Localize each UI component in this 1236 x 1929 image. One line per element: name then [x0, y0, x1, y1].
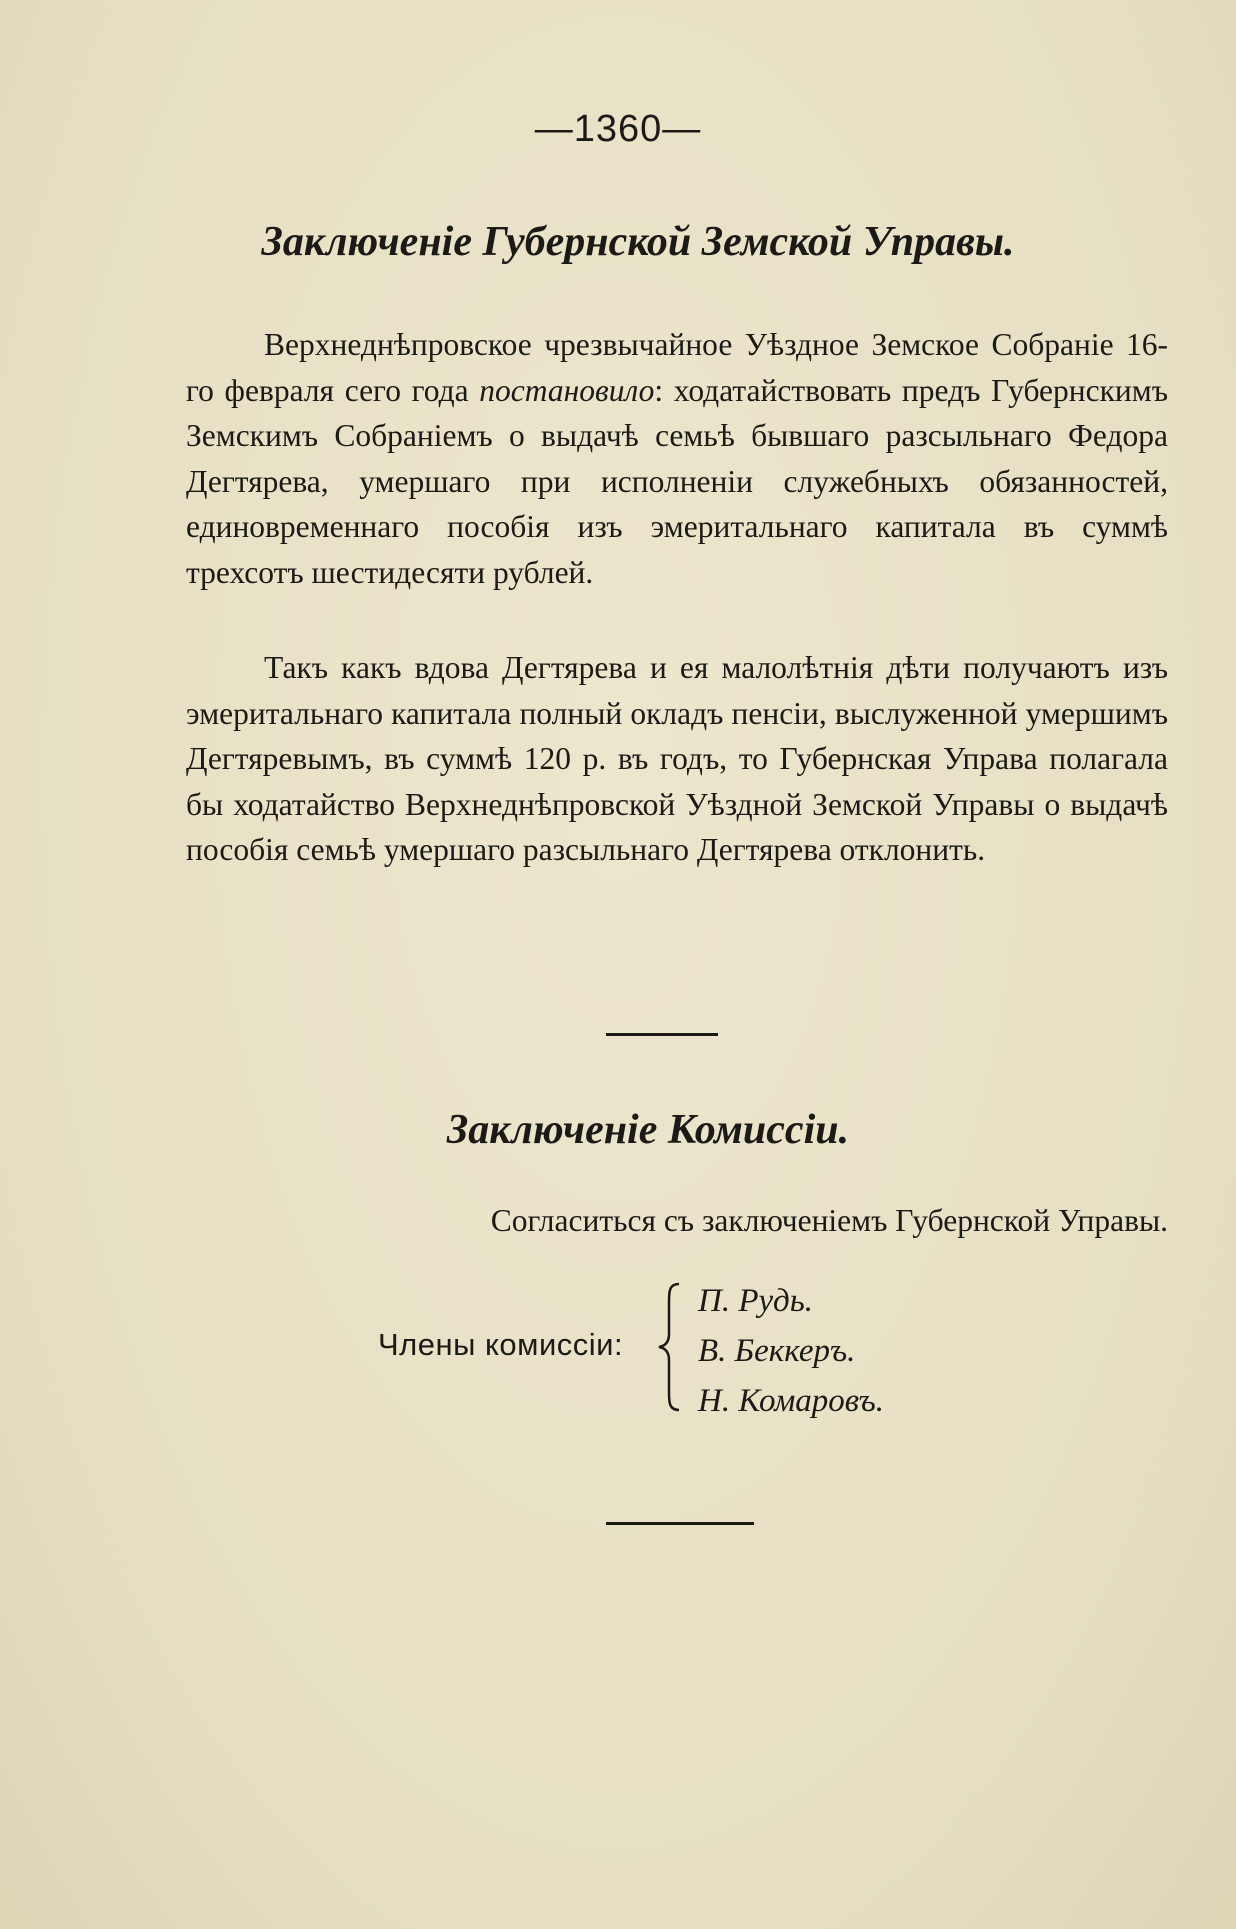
member-name: П. Рудь. [698, 1283, 814, 1319]
divider-rule-bottom [606, 1522, 754, 1525]
paragraph-2-text: Такъ какъ вдова Дегтярева и ея малолѣтнія дѣти получаютъ изъ эмеритальнаго капитала полный окладъ пенсіи, выслуженной умершимъ Дегтяревымъ, въ суммѣ 120 р. въ годъ, то Губернская Управа полагала бы ходатайство Верхнеднѣпровской Уѣздной Земской Управы о выдачѣ пособія семьѣ умершаго разсыльнаго Дегтярева отклонить. [186, 650, 1168, 867]
paragraph-1 [186, 322, 1168, 595]
paragraph-1-start: Верхнеднѣпровское чрезвычайное Уѣздное Земское Собраніе 16-го февраля сего года [186, 327, 1168, 408]
divider-rule [606, 1033, 718, 1036]
member-name: Н. Комаровъ. [698, 1383, 885, 1419]
members-list [698, 1276, 884, 1426]
paragraph-1-italic: постановило [479, 372, 655, 408]
section-heading-uprava: Заключеніе Губернской Земской Управы. [261, 219, 1015, 265]
paragraph-2 [186, 645, 1168, 873]
curly-brace [655, 1282, 685, 1412]
commission-conclusion: Согласиться съ заключеніемъ Губернской Управы. [490, 1203, 1168, 1238]
section-heading-commission: Заключеніе Комиссіи. [446, 1107, 850, 1153]
member-name: В. Беккеръ. [698, 1333, 856, 1369]
page-number: —1360— [534, 108, 702, 150]
paragraph-1-end: : ходатайствовать предъ Губернскимъ Земскимъ Собраніемъ о выдачѣ семьѣ бывшаго разсыльнаго Федора Дегтярева, умершаго при исполненіи служебныхъ обязанностей, единовременнаго пособія изъ эмеритальнаго капитала въ суммѣ трехсотъ шестидесяти рублей. [186, 372, 1169, 590]
members-label: Члены комиссіи: [378, 1327, 624, 1362]
